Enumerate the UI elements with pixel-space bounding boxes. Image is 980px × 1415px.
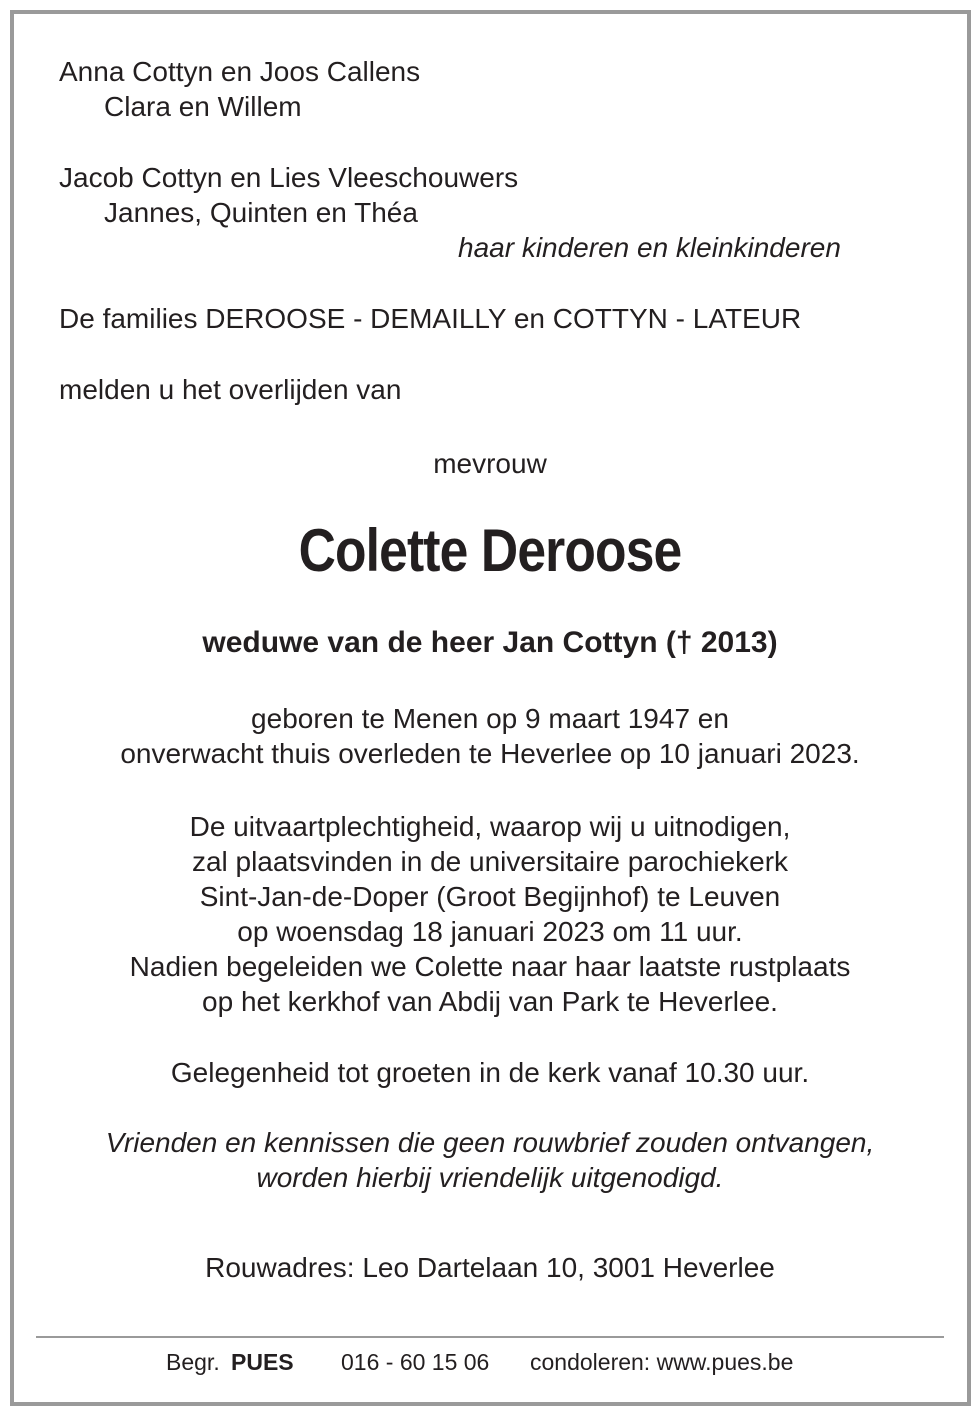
deceased-name: Colette Deroose: [298, 517, 682, 584]
footer-divider: [36, 1336, 944, 1338]
undertaker-phone: 016 - 60 15 06: [341, 1349, 490, 1375]
undertaker-prefix: Begr.: [166, 1349, 220, 1375]
widow-line: weduwe van de heer Jan Cottyn († 2013): [202, 626, 778, 659]
condolences-link[interactable]: condoleren: www.pues.be: [530, 1349, 794, 1375]
invitation-line: Vrienden en kennissen die geen rouwbrief zouden ontvangen,: [105, 1127, 875, 1158]
family-group2-parents: Jacob Cottyn en Lies Vleeschouwers: [59, 162, 519, 193]
funeral-line: Nadien begeleiden we Colette naar haar laatste rustplaats: [129, 951, 851, 982]
family-group2-children: Jannes, Quinten en Théa: [104, 197, 418, 228]
honorific: mevrouw: [433, 448, 547, 479]
birth-line: geboren te Menen op 9 maart 1947 en: [251, 703, 729, 734]
family-group1-parents: Anna Cottyn en Joos Callens: [59, 56, 421, 87]
undertaker-name: PUES: [231, 1349, 294, 1375]
family-group1-children: Clara en Willem: [104, 91, 302, 122]
families-line: De families DEROOSE - DEMAILLY en COTTYN - LATEUR: [59, 303, 802, 334]
funeral-line: zal plaatsvinden in de universitaire parochiekerk: [191, 846, 789, 877]
intro-line: melden u het overlijden van: [59, 374, 402, 405]
funeral-line: op het kerkhof van Abdij van Park te Heverlee.: [202, 986, 778, 1017]
funeral-line: Sint-Jan-de-Doper (Groot Begijnhof) te Leuven: [199, 881, 781, 912]
funeral-line: op woensdag 18 januari 2023 om 11 uur.: [237, 916, 743, 947]
greeting-line: Gelegenheid tot groeten in de kerk vanaf 10.30 uur.: [170, 1057, 810, 1088]
funeral-line: De uitvaartplechtigheid, waarop wij u uitnodigen,: [189, 811, 791, 842]
death-line: onverwacht thuis overleden te Heverlee op 10 januari 2023.: [120, 738, 860, 769]
invitation-line: worden hierbij vriendelijk uitgenodigd.: [256, 1162, 724, 1193]
family-relation: haar kinderen en kleinkinderen: [458, 232, 841, 263]
mourning-address: Rouwadres: Leo Dartelaan 10, 3001 Heverlee: [205, 1252, 775, 1283]
